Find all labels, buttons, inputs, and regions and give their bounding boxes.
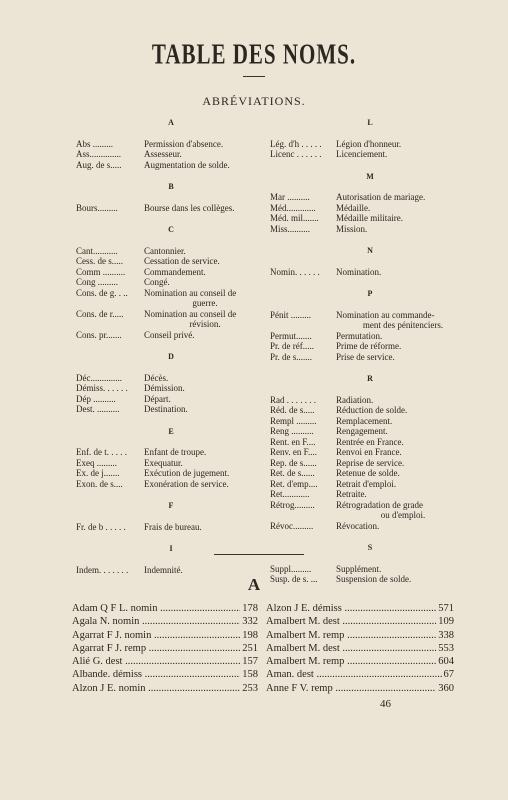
group-letter: N <box>367 246 373 255</box>
entry-name: Alzon J E. nomin ..... <box>72 682 240 695</box>
group-letter: S <box>367 543 373 552</box>
abbreviation-meaning <box>336 139 470 150</box>
abbreviation: Cons. pr....... <box>76 329 122 340</box>
meaning-line: Nomination au commande- <box>336 309 435 320</box>
abbreviation: Licenc . . . . . . <box>270 149 322 159</box>
meaning-line: guerre. <box>192 298 218 308</box>
group-letter: M <box>366 171 374 181</box>
meaning-line: Prise de service. <box>336 351 395 362</box>
abbreviation-meaning <box>336 416 470 427</box>
meaning-line: Destination. <box>144 404 188 414</box>
name-entry <box>72 642 258 655</box>
name-entry <box>72 602 258 615</box>
entry-name: Amalbert M. dest ..... <box>266 615 436 628</box>
meaning-line: Révocation. <box>336 520 380 531</box>
meaning-line: Rengagement. <box>336 426 388 436</box>
abbreviation: Pénit ......... <box>270 309 312 320</box>
abbreviation-meaning <box>336 489 470 500</box>
meaning-line: Nomination au conseil de <box>144 308 237 319</box>
abbreviation-entry <box>270 426 470 437</box>
meaning-line: Prime de réforme. <box>336 341 402 351</box>
abbreviation-meaning <box>336 500 470 521</box>
abbreviation: Suppl......... <box>270 563 312 574</box>
abbreviation-meaning <box>336 213 470 224</box>
abbreviation: Fr. de b . . . . . <box>76 521 126 532</box>
group-letter: I <box>169 544 173 553</box>
meaning-line: Départ. <box>144 393 171 404</box>
entry-page: 109 <box>438 616 454 628</box>
abbreviation: Miss.......... <box>270 223 311 234</box>
abbreviation-meaning <box>144 383 266 394</box>
meaning-line: Retraite. <box>336 489 367 499</box>
abbreviation: Exon. de s.... <box>76 478 123 489</box>
abbreviation-entry <box>270 416 470 427</box>
abbreviation-meaning <box>144 447 266 458</box>
abbreviation-entry <box>76 246 266 257</box>
abbreviation-entry <box>76 468 266 479</box>
abbreviation: Ret............ <box>270 489 310 499</box>
abbreviation-entry <box>76 203 266 214</box>
group-letter: F <box>168 501 174 510</box>
entry-page: 157 <box>242 656 258 668</box>
abbreviation-entry <box>270 468 470 479</box>
meaning-line: Radiation. <box>336 394 374 405</box>
abbreviation: Indem. . . . . . . <box>76 564 129 575</box>
abbreviation-entry <box>270 437 470 448</box>
abbreviation-meaning <box>144 394 266 405</box>
abbreviation-entry <box>270 405 470 416</box>
meaning-line: Licenciement. <box>336 149 388 159</box>
abbreviation-meaning <box>144 404 266 415</box>
entry-name: Anne F V. remp ..... <box>266 682 436 695</box>
abbreviation: Cong ......... <box>76 277 119 287</box>
meaning-line: révision. <box>189 319 221 329</box>
meaning-line: Exonération de service. <box>144 478 229 489</box>
meaning-line: Bourse dans les collèges. <box>144 202 235 213</box>
abbreviation-meaning <box>336 437 470 448</box>
meaning-line: Exequatur. <box>144 457 183 468</box>
abbreviation-entry <box>270 564 470 575</box>
abbreviation-meaning <box>144 330 266 341</box>
abbreviation-group <box>76 427 266 490</box>
abbreviation-group <box>76 501 266 532</box>
abbreviation: Renv. en F.... <box>270 447 317 457</box>
abbreviation-meaning <box>336 447 470 458</box>
abbreviation: Méd. mil....... <box>270 213 319 223</box>
abbreviation-meaning <box>336 224 470 235</box>
abbreviation-meaning <box>144 246 266 257</box>
page-number: 46 <box>380 698 391 710</box>
entry-name: Amalbert M. remp ..... <box>266 655 436 668</box>
meaning-line: Nomination. <box>336 266 382 277</box>
abbreviation-entry <box>76 309 266 330</box>
abbreviation-entry <box>270 192 470 203</box>
abbreviation-entry <box>76 149 266 160</box>
abbreviation-entry <box>270 224 470 235</box>
abbreviation-meaning <box>144 479 266 490</box>
abbreviation-entry <box>76 522 266 533</box>
abbreviation: Mar .......... <box>270 192 310 202</box>
abbreviation: Rempl ......... <box>270 415 317 426</box>
abbreviation: Cess. de s..... <box>76 256 123 266</box>
entry-name: Alié G. dest ..... <box>72 655 240 668</box>
name-entry <box>266 668 454 681</box>
meaning-line: Exécution de jugement. <box>144 468 230 478</box>
abbreviation-group <box>76 118 266 170</box>
abbreviation-entry <box>270 341 470 352</box>
group-letter: R <box>367 374 373 383</box>
abbreviation-entry <box>76 288 266 309</box>
meaning-line: Renvoi en France. <box>336 447 402 457</box>
abbreviation-entry <box>270 267 470 278</box>
abbreviation-meaning <box>144 267 266 278</box>
meaning-line: Cessation de service. <box>144 256 220 266</box>
abbreviation-meaning <box>336 192 470 203</box>
entry-name: Alzon J E. démiss ..... <box>266 602 436 615</box>
meaning-line: Indemnité. <box>144 564 183 575</box>
abbreviation-meaning <box>336 310 470 331</box>
abbreviation-entry <box>76 330 266 341</box>
meaning-line: Décès. <box>144 372 169 383</box>
abbreviation-meaning <box>144 160 266 171</box>
abbreviation: Lég. d'h . . . . . <box>270 138 322 149</box>
abbreviation: Enf. de t. . . . . <box>76 447 127 457</box>
page-title: TABLE DES NOMS. <box>151 37 357 71</box>
abbreviation: Cons. de g. . .. <box>76 287 128 298</box>
abbreviation-meaning <box>144 565 266 576</box>
abbreviation-entry <box>270 489 470 500</box>
abbreviation-entry <box>270 139 470 150</box>
entry-name: Agarrat F J. remp ..... <box>72 642 240 655</box>
abbreviation-meaning <box>144 277 266 288</box>
meaning-line: Commandement. <box>144 266 206 277</box>
abbreviation-entry <box>270 213 470 224</box>
abbreviation-entry <box>270 149 470 160</box>
abbreviation-entry <box>270 331 470 342</box>
meaning-line: ou d'emploi. <box>380 510 426 520</box>
abbreviation-entry <box>270 310 470 331</box>
name-entry <box>266 642 454 655</box>
abbreviation-entry <box>270 458 470 469</box>
abbreviation-meaning <box>144 468 266 479</box>
entry-page: 553 <box>438 642 454 654</box>
abbreviation-entry <box>270 479 470 490</box>
abbreviation-group <box>270 289 470 362</box>
entry-page: 338 <box>438 629 454 641</box>
abbreviation-group <box>270 118 470 160</box>
abbreviation-meaning <box>336 458 470 469</box>
entry-name: Albande. démiss ..... <box>72 668 240 681</box>
meaning-line: Cantonnier. <box>144 245 186 256</box>
abbreviation: Rétrog......... <box>270 499 315 510</box>
abbreviation-entry <box>76 447 266 458</box>
group-letter: D <box>168 352 174 361</box>
abbreviation: Cant........... <box>76 245 118 256</box>
name-entry <box>72 668 258 681</box>
abbreviation: Déc.............. <box>76 372 122 383</box>
abbreviation-entry <box>270 395 470 406</box>
entry-name: Amalbert M. remp ..... <box>266 629 436 642</box>
abbreviation: Nomin. . . . . . <box>270 266 320 277</box>
abbreviation-group <box>76 225 266 340</box>
name-entry <box>266 655 454 668</box>
abbreviation-entry <box>270 203 470 214</box>
meaning-line: Médaille. <box>336 202 371 213</box>
meaning-line: Démission. <box>144 383 185 393</box>
meaning-line: Nomination au conseil de <box>144 287 237 298</box>
abbreviation-entry <box>270 352 470 363</box>
abbreviation-entry <box>270 521 470 532</box>
entry-page: 251 <box>242 642 258 654</box>
abbreviation-entry <box>76 373 266 384</box>
abbreviation-group <box>76 352 266 415</box>
entry-page: 360 <box>438 682 454 694</box>
meaning-line: Remplacement. <box>336 415 393 426</box>
abbreviation: Dép .......... <box>76 393 116 404</box>
meaning-line: Permutation. <box>336 330 383 341</box>
abbreviation-entry <box>76 383 266 394</box>
abbreviation-entry <box>76 277 266 288</box>
meaning-line: Permission d'absence. <box>144 138 224 149</box>
abbreviation-meaning <box>144 149 266 160</box>
abbreviation: Pr. de réf..... <box>270 341 314 351</box>
abbreviation: Rent. en F.... <box>270 436 316 447</box>
name-entry <box>72 629 258 642</box>
abbreviations-left-column <box>76 118 266 587</box>
abbreviation-entry <box>76 160 266 171</box>
abbreviation-meaning <box>336 203 470 214</box>
section-divider <box>214 554 304 555</box>
abbreviation: Bours......... <box>76 202 118 213</box>
group-letter: A <box>168 118 174 127</box>
abbreviation-entry <box>76 256 266 267</box>
meaning-line: Rétrogradation de grade <box>336 499 423 510</box>
abbreviation-meaning <box>144 458 266 469</box>
meaning-line: Rentrée en France. <box>336 436 404 447</box>
meaning-line: Suspension de solde. <box>336 574 412 584</box>
abbreviation: Susp. de s. ... <box>270 574 318 584</box>
abbreviation: Pr. de s....... <box>270 351 313 362</box>
abbreviation-meaning <box>336 267 470 278</box>
abbreviation-meaning <box>336 426 470 437</box>
meaning-line: Assesseur. <box>144 149 182 159</box>
meaning-line: Enfant de troupe. <box>144 447 207 457</box>
abbreviation-entry <box>76 404 266 415</box>
abbreviation-entry <box>76 479 266 490</box>
entry-name: Amalbert M. dest ..... <box>266 642 436 655</box>
abbreviation-entry <box>76 565 266 576</box>
abbreviation-meaning <box>144 203 266 214</box>
abbreviation: Comm .......... <box>76 266 126 277</box>
meaning-line: Médaille militaire. <box>336 213 403 223</box>
abbreviation-group <box>76 544 266 575</box>
entry-name: Adam Q F L. nomin ..... <box>72 602 240 615</box>
abbreviation-meaning <box>336 468 470 479</box>
name-entry <box>72 655 258 668</box>
abbreviation: Aug. de s..... <box>76 159 122 170</box>
entry-page: 604 <box>438 656 454 668</box>
group-letter: L <box>367 118 373 127</box>
entry-name: Aman. dest ..... <box>266 668 442 681</box>
abbreviation-meaning <box>336 564 470 575</box>
name-entry <box>72 682 258 695</box>
abbreviation: Exeq ......... <box>76 457 117 468</box>
entry-page: 332 <box>242 616 258 628</box>
abbreviation-meaning <box>144 522 266 533</box>
abbreviation-entry <box>76 267 266 278</box>
group-letter: B <box>168 182 174 191</box>
abbreviation: Reng .......... <box>270 426 314 436</box>
meaning-line: Conseil privé. <box>144 329 195 340</box>
abbreviation-group <box>76 182 266 213</box>
abbreviation-meaning <box>336 331 470 342</box>
meaning-line: Mission. <box>336 223 368 234</box>
abbreviation: Révoc......... <box>270 520 314 531</box>
section-letter: A <box>247 575 261 594</box>
abbreviation: Abs ......... <box>76 138 114 149</box>
abbreviation: Ex. de j....... <box>76 468 120 478</box>
meaning-line: Autorisation de mariage. <box>336 192 426 202</box>
abbreviation: Méd............. <box>270 202 316 213</box>
abbreviation: Cons. de r..... <box>76 308 124 319</box>
name-entry <box>266 602 454 615</box>
name-entry <box>266 615 454 628</box>
group-letter: P <box>367 289 373 298</box>
abbreviation-meaning <box>336 149 470 160</box>
abbreviation: Rep. de s...... <box>270 457 317 468</box>
abbreviation-meaning <box>144 373 266 384</box>
title-rule <box>243 76 265 77</box>
meaning-line: Reprise de service. <box>336 457 405 468</box>
abbreviation: Rad . . . . . . . <box>270 394 316 405</box>
abbreviation-meaning <box>336 479 470 490</box>
group-letter: C <box>168 225 174 234</box>
abbreviation-entry <box>270 447 470 458</box>
group-letter: E <box>168 426 174 436</box>
entry-page: 67 <box>443 669 454 681</box>
entry-name: Agarrat F J. nomin ..... <box>72 629 240 642</box>
abbreviation-meaning <box>336 521 470 532</box>
name-entry <box>266 682 454 695</box>
name-entry <box>266 629 454 642</box>
names-left-column <box>72 602 258 695</box>
entry-page: 198 <box>242 629 258 641</box>
abbreviation-meaning <box>336 352 470 363</box>
abbreviation-meaning <box>144 256 266 267</box>
abbreviation-meaning <box>144 139 266 150</box>
abbreviation-entry <box>76 394 266 405</box>
entry-page: 571 <box>438 603 454 614</box>
meaning-line: Augmentation de solde. <box>144 159 230 170</box>
meaning-line: Retrait d'emploi. <box>336 478 397 489</box>
abbreviation-group <box>270 172 470 235</box>
abbreviation-meaning <box>336 405 470 416</box>
meaning-line: Supplément. <box>336 563 382 574</box>
abbreviations-heading: ABRÉVIATIONS. <box>202 94 306 108</box>
meaning-line: Retenue de solde. <box>336 468 400 478</box>
entry-name: Agala N. nomin ..... <box>72 615 240 628</box>
name-entry <box>72 615 258 628</box>
abbreviation-meaning <box>336 395 470 406</box>
abbreviation: Ret. de s...... <box>270 468 315 478</box>
meaning-line: Congé. <box>144 277 170 287</box>
abbreviation-entry <box>76 458 266 469</box>
entry-page: 253 <box>242 682 258 694</box>
abbreviation-group <box>270 374 470 531</box>
abbreviations-right-column <box>270 118 470 597</box>
entry-page: 178 <box>242 603 258 614</box>
abbreviation: Ret. d'emp.... <box>270 478 318 489</box>
abbreviation: Réd. de s..... <box>270 405 315 415</box>
abbreviation: Permut....... <box>270 330 312 341</box>
abbreviation: Dest. .......... <box>76 404 120 414</box>
abbreviation-entry <box>76 139 266 150</box>
abbreviation-meaning <box>144 288 266 309</box>
abbreviation-meaning <box>336 341 470 352</box>
abbreviation-meaning <box>144 309 266 330</box>
abbreviation: Démiss. . . . . . <box>76 383 128 393</box>
meaning-line: Frais de bureau. <box>144 521 202 532</box>
meaning-line: ment des pénitenciers. <box>362 320 444 330</box>
entry-page: 158 <box>242 669 258 681</box>
names-right-column <box>266 602 454 695</box>
abbreviation-entry <box>270 500 470 521</box>
meaning-line: Réduction de solde. <box>336 405 408 415</box>
abbreviation: Ass.............. <box>76 149 122 159</box>
meaning-line: Légion d'honneur. <box>336 138 402 149</box>
abbreviation-group <box>270 246 470 277</box>
